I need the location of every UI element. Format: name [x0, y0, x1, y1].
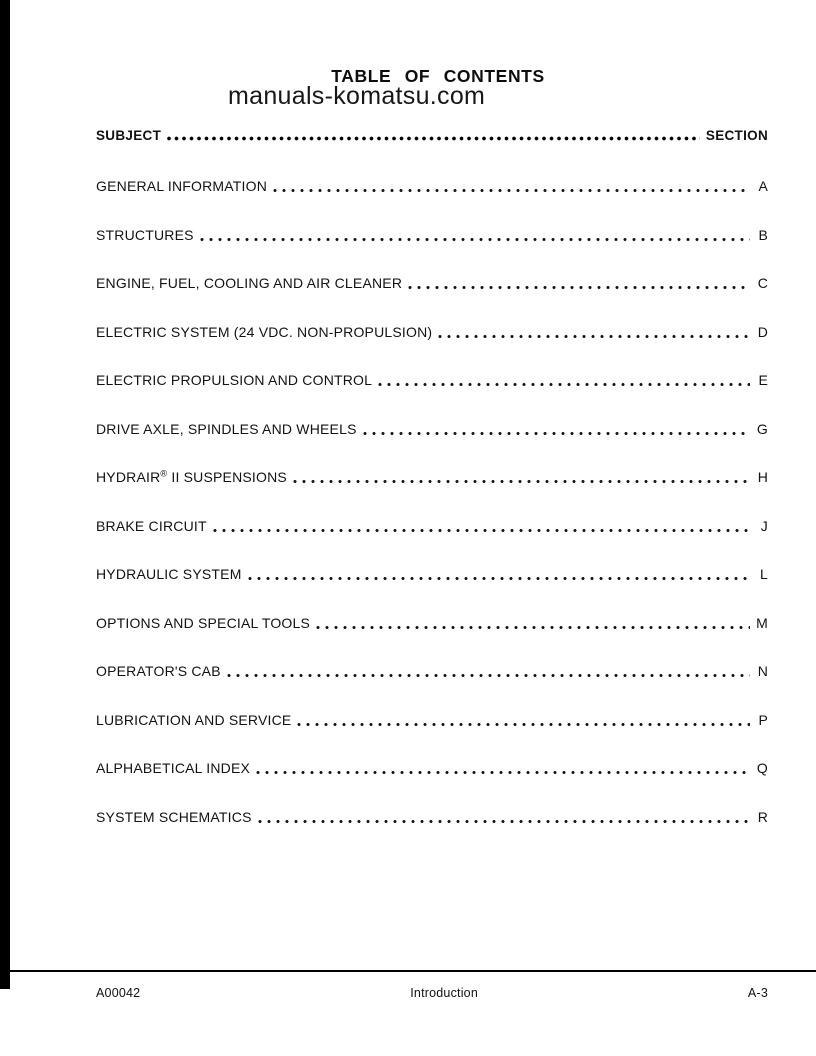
dot-leader — [200, 237, 750, 242]
toc-section-letter: M — [756, 614, 768, 631]
dot-leader — [213, 528, 750, 533]
toc-section-letter: B — [758, 226, 768, 243]
toc-entry-label: HYDRAIR® II SUSPENSIONS — [96, 468, 287, 485]
toc-column-headers — [96, 128, 768, 143]
toc-row — [96, 759, 768, 776]
toc-entry-label: HYDRAULIC SYSTEM — [96, 566, 242, 582]
toc-section-letter: G — [756, 420, 768, 437]
footer-section-name: Introduction — [410, 986, 478, 1000]
toc-section-letter: A — [758, 178, 768, 194]
toc-row — [96, 468, 768, 485]
toc-section-letter: R — [757, 808, 768, 825]
toc-entry-label: ELECTRIC PROPULSION AND CONTROL — [96, 372, 373, 388]
dot-leader — [363, 431, 750, 436]
subject-header: SUBJECT — [96, 128, 162, 143]
dot-leader — [438, 334, 750, 339]
toc-row — [96, 177, 768, 194]
toc-entry-label: BRAKE CIRCUIT — [96, 517, 207, 534]
dot-leader — [408, 285, 750, 290]
dot-leader — [378, 382, 750, 387]
toc-entry-label: STRUCTURES — [96, 226, 194, 243]
toc-row — [96, 808, 768, 825]
toc-row — [96, 420, 768, 437]
toc-row — [96, 274, 768, 291]
page-footer — [96, 986, 768, 1000]
dot-leader — [293, 479, 750, 484]
toc-row — [96, 614, 768, 631]
toc-entry-label: ENGINE, FUEL, COOLING AND AIR CLEANER — [96, 275, 403, 291]
toc-section-letter: Q — [756, 760, 768, 776]
toc-entry-label: OPERATOR'S CAB — [96, 663, 221, 679]
toc-section-letter: N — [757, 663, 768, 679]
toc-section-letter: L — [760, 566, 768, 582]
dot-leader — [256, 770, 750, 775]
toc-entry-label: OPTIONS AND SPECIAL TOOLS — [96, 614, 311, 631]
registered-trademark-symbol: ® — [160, 468, 168, 479]
toc-entry-label: GENERAL INFORMATION — [96, 178, 268, 194]
toc-row — [96, 517, 768, 534]
toc-entry-label: ELECTRIC SYSTEM (24 VDC. NON-PROPULSION) — [96, 323, 433, 340]
dot-leader — [248, 576, 750, 581]
toc-entry-label: LUBRICATION AND SERVICE — [96, 711, 292, 728]
toc-row — [96, 662, 768, 679]
dot-leader — [258, 819, 750, 824]
toc-entry-label: DRIVE AXLE, SPINDLES AND WHEELS — [96, 420, 357, 437]
toc-section-letter: J — [760, 517, 768, 534]
dot-leader — [297, 722, 750, 727]
section-header: SECTION — [705, 128, 768, 143]
dot-leader — [316, 625, 750, 630]
toc-row — [96, 226, 768, 243]
toc-row — [96, 323, 768, 340]
toc-row — [96, 371, 768, 388]
toc-entry-label: ALPHABETICAL INDEX — [96, 760, 251, 776]
footer-page-number: A-3 — [747, 986, 768, 1000]
scan-edge-bar — [0, 0, 10, 989]
toc-entry-list — [96, 177, 768, 856]
dot-leader — [273, 188, 750, 193]
dot-leader — [227, 673, 750, 678]
toc-section-letter: H — [757, 469, 768, 485]
toc-section-letter: E — [758, 372, 768, 388]
toc-row — [96, 565, 768, 582]
watermark-text: manuals-komatsu.com — [228, 82, 486, 110]
toc-row — [96, 711, 768, 728]
footer-doc-code: A00042 — [96, 986, 141, 1000]
page-title: TABLE OF CONTENTS — [331, 66, 545, 86]
dot-leader — [167, 136, 700, 141]
toc-section-letter: D — [757, 323, 768, 340]
footer-divider — [0, 970, 816, 972]
toc-section-letter: C — [757, 275, 768, 291]
toc-entry-label: SYSTEM SCHEMATICS — [96, 808, 252, 825]
toc-section-letter: P — [758, 711, 768, 728]
